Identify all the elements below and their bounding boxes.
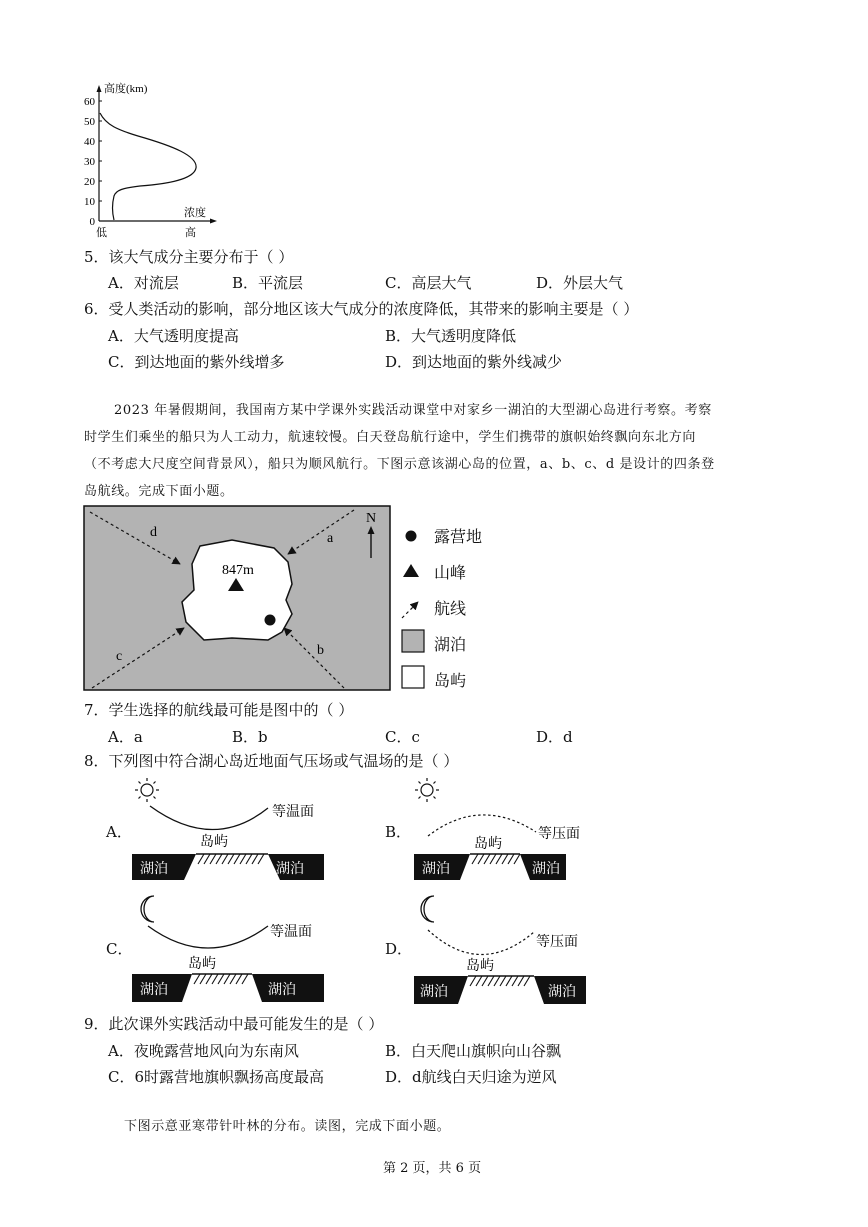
- question-6-stem: 6．受人类活动的影响，部分地区该大气成分的浓度降低，其带来的影响主要是（ ）: [84, 300, 639, 318]
- y-axis-label: 高度(km): [104, 83, 148, 95]
- legend-lake-label: 湖泊: [434, 635, 467, 654]
- q8-panel-b[interactable]: [408, 774, 608, 884]
- q6-option-d[interactable]: D．到达地面的紫外线减少: [385, 353, 563, 371]
- curve-label: 等温面: [272, 805, 314, 820]
- island-label: 岛屿: [466, 959, 494, 974]
- q8-option-c[interactable]: C．: [106, 940, 133, 958]
- peak-elevation-label: 847m: [222, 563, 254, 578]
- q9-option-b[interactable]: B．白天爬山旗帜向山谷飘: [385, 1042, 562, 1060]
- route-label-c: c: [116, 649, 123, 664]
- legend-campsite-label: 露营地: [434, 527, 483, 546]
- q8-option-a[interactable]: A．: [106, 823, 132, 841]
- sun-icon: [135, 778, 159, 802]
- isotherm-curve: [148, 926, 268, 948]
- q7-option-b[interactable]: B．b: [232, 728, 268, 746]
- q7-option-a[interactable]: A．a: [108, 728, 143, 746]
- island-label: 岛屿: [474, 837, 502, 852]
- y-tick: 30: [84, 156, 95, 168]
- ozone-concentration-chart: [78, 80, 228, 240]
- moon-icon: [141, 896, 154, 922]
- lake-label: 湖泊: [532, 862, 560, 877]
- route-label-a: a: [327, 531, 334, 546]
- y-tick: 20: [84, 176, 95, 188]
- passage-line: 岛航线。完成下面小题。: [84, 484, 234, 499]
- passage-line: 时学生们乘坐的船只为人工动力，航速较慢。白天登岛航行途中，学生们携带的旗帜始终飘向东北方向: [84, 430, 697, 445]
- q7-option-d[interactable]: D．d: [536, 728, 573, 746]
- lake-legend-icon: [402, 630, 424, 652]
- lake-label: 湖泊: [268, 983, 296, 998]
- q9-option-a[interactable]: A．夜晚露营地风向为东南风: [108, 1042, 299, 1060]
- isobar-curve: [428, 815, 536, 836]
- route-label-d: d: [150, 525, 157, 540]
- q5-option-a[interactable]: A．对流层: [108, 274, 179, 292]
- isotherm-curve: [150, 806, 268, 830]
- route-legend-icon: [402, 602, 418, 618]
- island-label: 岛屿: [188, 957, 216, 972]
- y-tick: 10: [84, 196, 95, 208]
- q7-option-c[interactable]: C．c: [385, 728, 420, 746]
- passage-line: 2023 年暑假期间，我国南方某中学课外实践活动课堂中对家乡一湖泊的大型湖心岛进行考察。考察: [114, 403, 712, 418]
- island-label: 岛屿: [200, 835, 228, 850]
- q5-option-b[interactable]: B．平流层: [232, 274, 304, 292]
- q5-option-c[interactable]: C．高层大气: [385, 274, 472, 292]
- curve-label: 等温面: [270, 925, 312, 940]
- lake-label: 湖泊: [140, 862, 168, 877]
- peak-legend-icon: [403, 564, 419, 577]
- campsite-legend-icon: [406, 531, 417, 542]
- q6-option-c[interactable]: C．到达地面的紫外线增多: [108, 353, 285, 371]
- question-9-stem: 9．此次课外实践活动中最可能发生的是（ ）: [84, 1015, 384, 1033]
- campsite-icon: [265, 615, 276, 626]
- q8-panel-a[interactable]: [128, 774, 348, 884]
- north-label: N: [366, 511, 377, 526]
- island-legend-icon: [402, 666, 424, 688]
- legend-peak-label: 山峰: [434, 563, 467, 582]
- isobar-curve: [428, 930, 534, 955]
- curve-label: 等压面: [536, 935, 578, 950]
- y-tick: 40: [84, 136, 95, 148]
- q6-option-b[interactable]: B．大气透明度降低: [385, 327, 517, 345]
- y-tick: 50: [84, 116, 95, 128]
- q8-option-b[interactable]: B．: [385, 823, 412, 841]
- legend-island-label: 岛屿: [434, 671, 467, 690]
- legend-route-label: 航线: [434, 599, 467, 618]
- q9-option-c[interactable]: C．6时露营地旗帜飘扬高度最高: [108, 1068, 325, 1086]
- curve-label: 等压面: [538, 827, 580, 842]
- page-footer: 第 2 页，共 6 页: [383, 1161, 482, 1176]
- route-label-b: b: [317, 643, 324, 658]
- x-low-label: 低: [96, 227, 107, 239]
- lake-label: 湖泊: [140, 983, 168, 998]
- y-tick: 0: [89, 216, 95, 228]
- lake-label: 湖泊: [548, 985, 576, 1000]
- q8-option-d[interactable]: D．: [385, 940, 413, 958]
- concentration-curve: [100, 113, 196, 220]
- lake-label: 湖泊: [422, 862, 450, 877]
- x-axis-label: 浓度: [184, 207, 206, 219]
- lake-label: 湖泊: [276, 862, 304, 877]
- x-high-label: 高: [185, 227, 196, 239]
- next-section-intro: 下图示意亚寒带针叶林的分布。读图，完成下面小题。: [124, 1119, 451, 1134]
- question-7-stem: 7．学生选择的航线最可能是图中的（ ）: [84, 701, 354, 719]
- q9-option-d[interactable]: D．d航线白天归途为逆风: [385, 1068, 557, 1086]
- q6-option-a[interactable]: A．大气透明度提高: [108, 327, 239, 345]
- q8-panel-d[interactable]: [408, 886, 608, 1006]
- passage-line: （不考虑大尺度空间背景风），船只为顺风航行。下图示意该湖心岛的位置，a、b、c、d 是设计的四条登: [84, 457, 715, 472]
- lake-label: 湖泊: [420, 985, 448, 1000]
- q8-panel-c[interactable]: [128, 886, 348, 1006]
- question-5-stem: 5．该大气成分主要分布于（ ）: [84, 248, 294, 266]
- moon-icon: [421, 896, 434, 922]
- y-tick: 60: [84, 96, 95, 108]
- sun-icon: [415, 778, 439, 802]
- q5-option-d[interactable]: D．外层大气: [536, 274, 624, 292]
- question-8-stem: 8．下列图中符合湖心岛近地面气压场或气温场的是（ ）: [84, 752, 459, 770]
